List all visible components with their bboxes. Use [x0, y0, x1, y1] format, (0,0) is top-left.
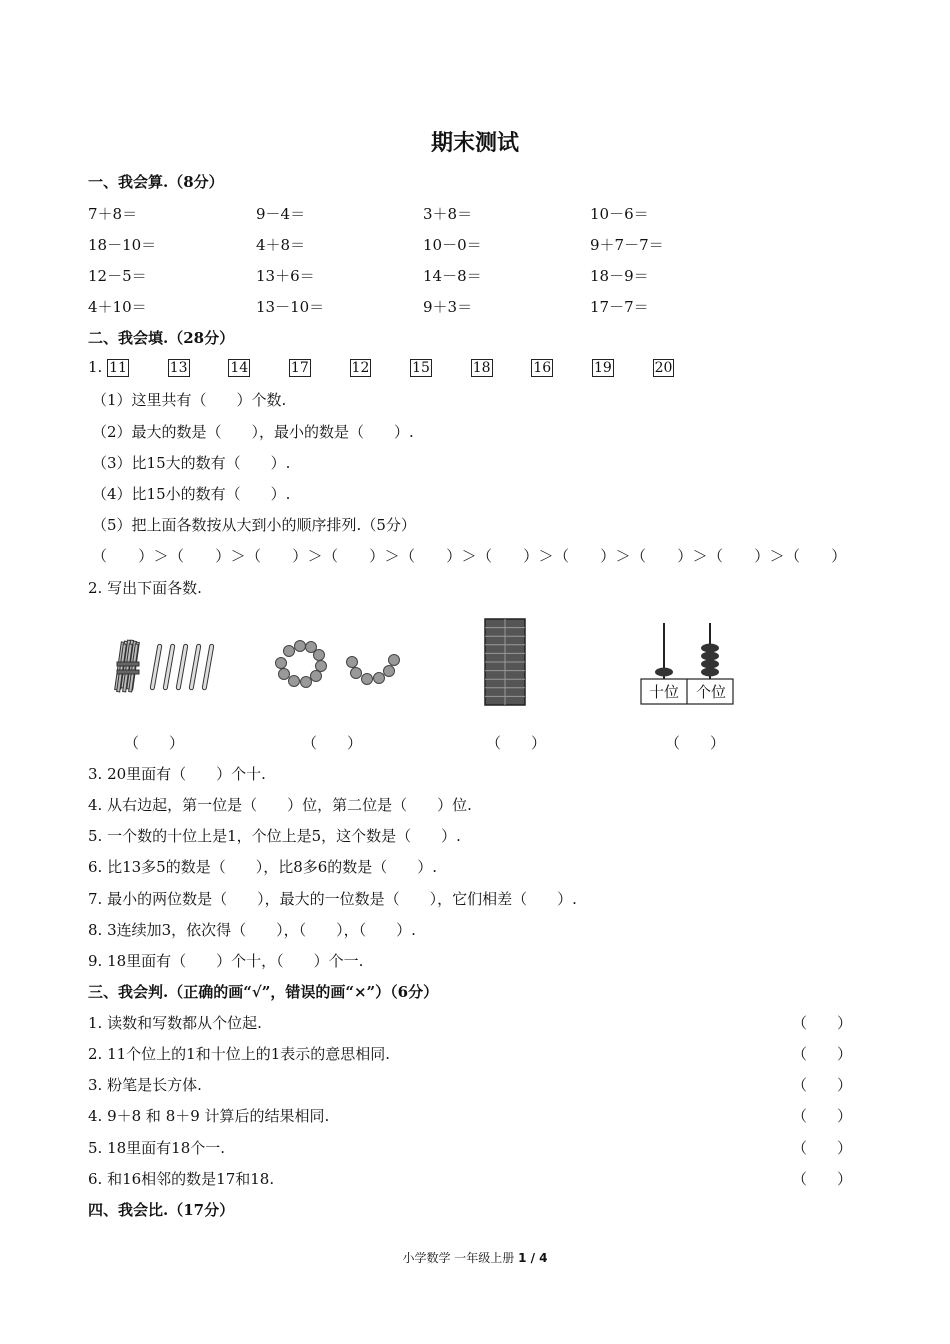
- judge-item: 4. 9＋8 和 8＋9 计算后的结果相同.: [88, 1107, 330, 1125]
- page-number: 1 / 4: [518, 1251, 548, 1265]
- page-footer: [0, 1249, 950, 1266]
- answer-paren: （ ）: [124, 734, 185, 752]
- calc-item: 9＋7－7＝: [590, 236, 664, 254]
- sub-question: （5）把上面各数按从大到小的顺序排列.（5分）: [92, 516, 416, 534]
- number-box: 11: [109, 360, 127, 376]
- calc-item: 9＋3＝: [423, 298, 473, 316]
- sub-question: （2）最大的数是（ ），最小的数是（ ）.: [92, 423, 414, 441]
- number-box: 14: [230, 360, 249, 376]
- section-3-heading: 三、我会判.（正确的画“√”，错误的画“×”）（6分）: [88, 983, 439, 1001]
- calc-item: 17－7＝: [590, 298, 649, 316]
- calc-item: 13＋6＝: [256, 267, 315, 285]
- number-box: 17: [290, 360, 309, 376]
- number-box: 12: [351, 360, 370, 376]
- judge-item: 5. 18里面有18个一.: [88, 1139, 226, 1157]
- question-line: 4. 从右边起，第一位是（ ）位，第二位是（ ）位.: [88, 796, 472, 814]
- judge-item: 3. 粉笔是长方体.: [88, 1076, 202, 1094]
- calc-item: 4＋8＝: [256, 236, 306, 254]
- question-line: 9. 18里面有（ ）个十，（ ）个一.: [88, 952, 364, 970]
- question-number: 1.: [88, 358, 103, 376]
- sub-question: （3）比15大的数有（ ）.: [92, 454, 291, 472]
- sticks-figure: [110, 636, 222, 696]
- question-line: 3. 20里面有（ ）个十.: [88, 765, 266, 783]
- calc-item: 12－5＝: [88, 267, 147, 285]
- calc-item: 10－0＝: [423, 236, 482, 254]
- judge-paren: （ ）: [791, 1139, 852, 1157]
- calc-item: 18－10＝: [88, 236, 157, 254]
- question-line: 8. 3连续加3，依次得（ ），（ ），（ ）.: [88, 921, 416, 939]
- question-line: 7. 最小的两位数是（ ），最大的一位数是（ ），它们相差（ ）.: [88, 890, 577, 908]
- number-box-row: [88, 358, 708, 377]
- judge-item: 2. 11个位上的1和十位上的1表示的意思相同.: [88, 1045, 391, 1063]
- calc-item: 10－6＝: [590, 205, 649, 223]
- judge-item: 6. 和16相邻的数是17和18.: [88, 1170, 275, 1188]
- number-box: 18: [472, 360, 491, 376]
- number-box: 20: [654, 360, 673, 376]
- calc-item: 18－9＝: [590, 267, 649, 285]
- sub-question: （1）这里共有（ ）个数.: [92, 391, 287, 409]
- calc-item: 3＋8＝: [423, 205, 473, 223]
- question-2: 2. 写出下面各数.: [88, 579, 202, 597]
- judge-paren: （ ）: [791, 1076, 852, 1094]
- number-box: 15: [412, 360, 430, 376]
- abacus-tens-label: 十位: [648, 683, 679, 701]
- section-1-heading: 一、我会算.（8分）: [88, 173, 224, 191]
- section-2-heading: 二、我会填.（28分）: [88, 329, 235, 347]
- calc-item: 4＋10＝: [88, 298, 147, 316]
- blocks-figure: [484, 618, 526, 706]
- number-box: 13: [169, 360, 188, 376]
- page-title: 期末测试: [430, 130, 519, 156]
- section-4-heading: 四、我会比.（17分）: [88, 1201, 235, 1219]
- question-line: 5. 一个数的十位上是1，个位上是5，这个数是（ ）.: [88, 827, 461, 845]
- judge-paren: （ ）: [791, 1107, 852, 1125]
- calc-item: 7＋8＝: [88, 205, 138, 223]
- beads-figure: [272, 636, 412, 696]
- answer-paren: （ ）: [665, 734, 726, 752]
- calc-item: 14－8＝: [423, 267, 482, 285]
- number-box: 19: [593, 360, 612, 376]
- abacus-ones-label: 个位: [695, 683, 726, 701]
- answer-paren: （ ）: [486, 734, 547, 752]
- order-line: （ ）＞（ ）＞（ ）＞（ ）＞（ ）＞（ ）＞（ ）＞（ ）＞（ ）＞（ ）: [92, 547, 847, 565]
- judge-paren: （ ）: [791, 1045, 852, 1063]
- judge-item: 1. 读数和写数都从个位起.: [88, 1014, 262, 1032]
- number-box: 16: [533, 360, 552, 376]
- answer-paren: （ ）: [302, 734, 363, 752]
- question-line: 6. 比13多5的数是（ ），比8多6的数是（ ）.: [88, 858, 438, 876]
- calc-item: 13－10＝: [256, 298, 325, 316]
- footer-text: 小学数学 一年级上册: [402, 1251, 519, 1265]
- judge-paren: （ ）: [791, 1170, 852, 1188]
- sub-question: （4）比15小的数有（ ）.: [92, 485, 291, 503]
- calc-item: 9－4＝: [256, 205, 306, 223]
- judge-paren: （ ）: [791, 1014, 852, 1032]
